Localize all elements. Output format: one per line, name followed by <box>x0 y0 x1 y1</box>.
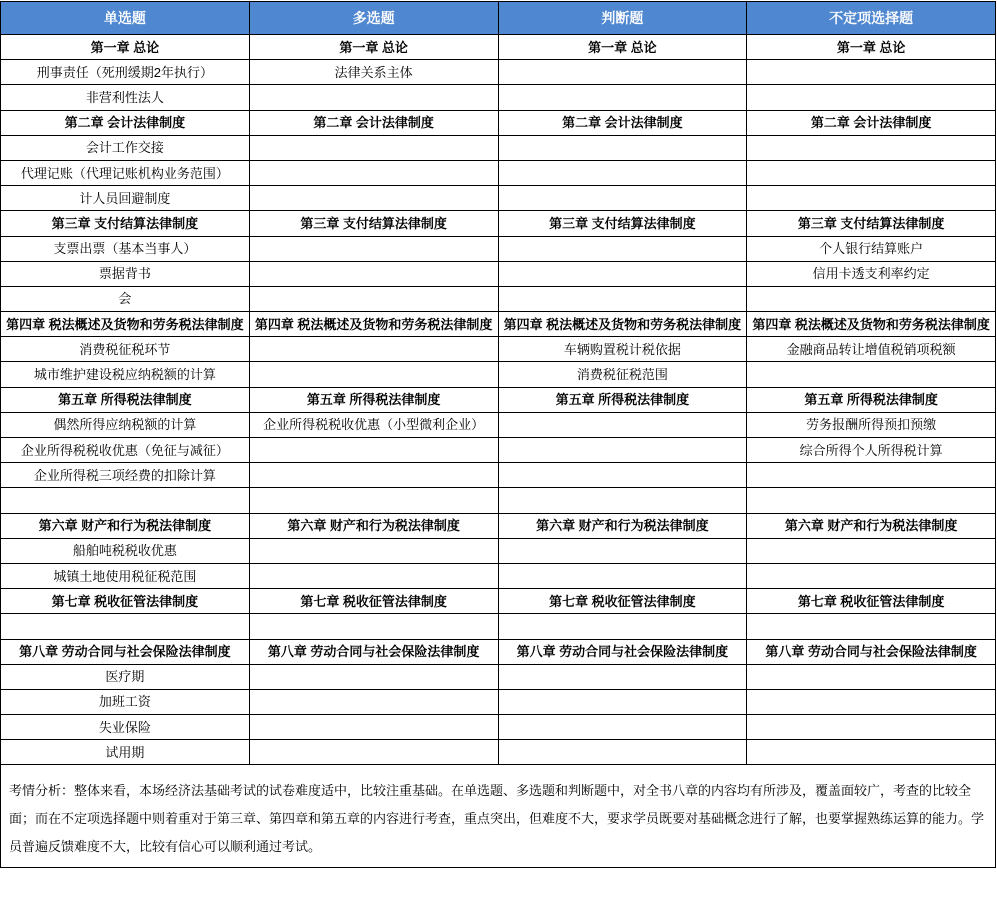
chapter-cell: 第四章 税法概述及货物和劳务税法律制度 <box>249 312 498 337</box>
chapter-row <box>1 639 996 664</box>
topic-cell <box>498 186 747 211</box>
topic-cell: 试用期 <box>1 740 250 765</box>
topic-cell <box>249 715 498 740</box>
topic-row <box>1 438 996 463</box>
topic-cell: 代理记账（代理记账机构业务范围） <box>1 160 250 185</box>
topic-row <box>1 85 996 110</box>
chapter-cell: 第五章 所得税法律制度 <box>498 387 747 412</box>
topic-cell: 刑事责任（死刑缓期2年执行） <box>1 60 250 85</box>
topic-cell <box>747 488 996 513</box>
topic-cell <box>249 261 498 286</box>
topic-cell: 消费税征税范围 <box>498 362 747 387</box>
topic-cell: 会 <box>1 286 250 311</box>
column-header-3: 判断题 <box>498 2 747 35</box>
topic-cell: 船舶吨税税收优惠 <box>1 538 250 563</box>
topic-cell <box>747 160 996 185</box>
chapter-cell: 第三章 支付结算法律制度 <box>498 211 747 236</box>
chapter-cell: 第七章 税收征管法律制度 <box>498 589 747 614</box>
topic-row <box>1 740 996 765</box>
topic-cell: 企业所得税税收优惠（小型微利企业） <box>249 412 498 437</box>
topic-row <box>1 362 996 387</box>
topic-cell: 消费税征税环节 <box>1 337 250 362</box>
topic-cell <box>747 740 996 765</box>
topic-cell: 票据背书 <box>1 261 250 286</box>
topic-cell <box>498 236 747 261</box>
topic-cell <box>249 362 498 387</box>
topic-cell <box>498 463 747 488</box>
topic-cell <box>249 286 498 311</box>
chapter-cell: 第四章 税法概述及货物和劳务税法律制度 <box>498 312 747 337</box>
topic-cell <box>498 488 747 513</box>
topic-cell: 劳务报酬所得预扣预缴 <box>747 412 996 437</box>
topic-cell <box>498 689 747 714</box>
topic-row <box>1 337 996 362</box>
topic-cell <box>498 135 747 160</box>
topic-cell <box>498 85 747 110</box>
chapter-cell: 第三章 支付结算法律制度 <box>747 211 996 236</box>
topic-cell: 法律关系主体 <box>249 60 498 85</box>
analysis-note: 考情分析：整体来看，本场经济法基础考试的试卷难度适中，比较注重基础。在单选题、多选题和判断题中，对全书八章的内容均有所涉及，覆盖面较广，考查的比较全面；而在不定项选择题中则着重对于第三章、第四章和第五章的内容进行考查，重点突出，但难度不大，要求学员既要对基础概念进行了解，也要掌握熟练运算的能力。学员普遍反馈难度不大，比较有信心可以顺利通过考试。 <box>1 765 996 868</box>
topic-row <box>1 186 996 211</box>
topic-row <box>1 135 996 160</box>
topic-cell: 加班工资 <box>1 689 250 714</box>
topic-cell <box>249 186 498 211</box>
chapter-row <box>1 387 996 412</box>
topic-cell: 非营利性法人 <box>1 85 250 110</box>
chapter-row <box>1 513 996 538</box>
topic-cell: 企业所得税三项经费的扣除计算 <box>1 463 250 488</box>
topic-row <box>1 160 996 185</box>
topic-cell <box>498 740 747 765</box>
chapter-cell: 第一章 总论 <box>249 35 498 60</box>
topic-cell <box>498 160 747 185</box>
topic-cell <box>249 85 498 110</box>
topic-cell <box>747 614 996 639</box>
topic-cell <box>249 614 498 639</box>
topic-row <box>1 614 996 639</box>
chapter-cell: 第七章 税收征管法律制度 <box>249 589 498 614</box>
topic-cell <box>1 614 250 639</box>
chapter-cell: 第五章 所得税法律制度 <box>1 387 250 412</box>
table-body <box>1 35 996 765</box>
chapter-cell: 第八章 劳动合同与社会保险法律制度 <box>1 639 250 664</box>
topic-cell: 城市维护建设税应纳税额的计算 <box>1 362 250 387</box>
chapter-row <box>1 110 996 135</box>
topic-cell: 失业保险 <box>1 715 250 740</box>
topic-cell <box>249 463 498 488</box>
topic-row <box>1 412 996 437</box>
table-header-row <box>1 2 996 35</box>
chapter-cell: 第三章 支付结算法律制度 <box>1 211 250 236</box>
topic-cell <box>249 236 498 261</box>
chapter-cell: 第二章 会计法律制度 <box>747 110 996 135</box>
topic-cell <box>747 538 996 563</box>
topic-cell <box>747 463 996 488</box>
topic-row <box>1 286 996 311</box>
topic-cell <box>249 160 498 185</box>
chapter-cell: 第二章 会计法律制度 <box>498 110 747 135</box>
topic-row <box>1 463 996 488</box>
topic-cell: 城镇土地使用税征税范围 <box>1 563 250 588</box>
topic-cell: 金融商品转让增值税销项税额 <box>747 337 996 362</box>
chapter-cell: 第六章 财产和行为税法律制度 <box>249 513 498 538</box>
topic-cell <box>498 412 747 437</box>
topic-cell <box>249 689 498 714</box>
topic-cell <box>747 689 996 714</box>
chapter-cell: 第一章 总论 <box>1 35 250 60</box>
chapter-cell: 第八章 劳动合同与社会保险法律制度 <box>249 639 498 664</box>
topic-cell <box>498 261 747 286</box>
topic-cell <box>498 60 747 85</box>
topic-cell <box>747 563 996 588</box>
topic-cell <box>747 715 996 740</box>
chapter-row <box>1 35 996 60</box>
analysis-row <box>1 765 996 868</box>
chapter-cell: 第六章 财产和行为税法律制度 <box>747 513 996 538</box>
topic-cell <box>249 563 498 588</box>
chapter-cell: 第六章 财产和行为税法律制度 <box>498 513 747 538</box>
topic-cell <box>747 664 996 689</box>
topic-cell <box>1 488 250 513</box>
column-header-4: 不定项选择题 <box>747 2 996 35</box>
chapter-cell: 第一章 总论 <box>747 35 996 60</box>
topic-cell <box>498 286 747 311</box>
topic-cell: 偶然所得应纳税额的计算 <box>1 412 250 437</box>
topic-cell <box>498 614 747 639</box>
topic-cell <box>249 337 498 362</box>
topic-row <box>1 261 996 286</box>
chapter-row <box>1 589 996 614</box>
topic-cell <box>249 488 498 513</box>
chapter-row <box>1 312 996 337</box>
chapter-cell: 第六章 财产和行为税法律制度 <box>1 513 250 538</box>
topic-row <box>1 689 996 714</box>
chapter-cell: 第二章 会计法律制度 <box>249 110 498 135</box>
topic-cell: 计人员回避制度 <box>1 186 250 211</box>
topic-cell: 会计工作交接 <box>1 135 250 160</box>
topic-row <box>1 538 996 563</box>
topic-cell <box>747 60 996 85</box>
topic-cell <box>249 664 498 689</box>
chapter-cell: 第二章 会计法律制度 <box>1 110 250 135</box>
column-header-2: 多选题 <box>249 2 498 35</box>
chapter-row <box>1 211 996 236</box>
topic-cell: 医疗期 <box>1 664 250 689</box>
topic-row <box>1 236 996 261</box>
topic-cell: 企业所得税税收优惠（免征与减征） <box>1 438 250 463</box>
chapter-cell: 第五章 所得税法律制度 <box>747 387 996 412</box>
chapter-cell: 第八章 劳动合同与社会保险法律制度 <box>498 639 747 664</box>
topic-cell: 个人银行结算账户 <box>747 236 996 261</box>
topic-row <box>1 664 996 689</box>
column-header-1: 单选题 <box>1 2 250 35</box>
chapter-cell: 第四章 税法概述及货物和劳务税法律制度 <box>747 312 996 337</box>
topic-cell: 信用卡透支利率约定 <box>747 261 996 286</box>
topic-cell <box>747 85 996 110</box>
topic-cell: 支票出票（基本当事人） <box>1 236 250 261</box>
topic-cell <box>747 135 996 160</box>
chapter-cell: 第五章 所得税法律制度 <box>249 387 498 412</box>
topic-cell <box>249 135 498 160</box>
topic-cell <box>249 740 498 765</box>
topic-cell <box>747 362 996 387</box>
topic-cell <box>249 438 498 463</box>
topic-cell: 综合所得个人所得税计算 <box>747 438 996 463</box>
topic-cell <box>498 715 747 740</box>
chapter-cell: 第七章 税收征管法律制度 <box>747 589 996 614</box>
exam-coverage-table <box>0 1 996 868</box>
topic-row <box>1 715 996 740</box>
topic-cell <box>498 438 747 463</box>
topic-cell <box>498 538 747 563</box>
topic-row <box>1 563 996 588</box>
chapter-cell: 第一章 总论 <box>498 35 747 60</box>
chapter-cell: 第四章 税法概述及货物和劳务税法律制度 <box>1 312 250 337</box>
chapter-cell: 第七章 税收征管法律制度 <box>1 589 250 614</box>
topic-cell: 车辆购置税计税依据 <box>498 337 747 362</box>
topic-cell <box>498 664 747 689</box>
chapter-cell: 第三章 支付结算法律制度 <box>249 211 498 236</box>
topic-row <box>1 60 996 85</box>
chapter-cell: 第八章 劳动合同与社会保险法律制度 <box>747 639 996 664</box>
topic-cell <box>747 286 996 311</box>
topic-cell <box>498 563 747 588</box>
topic-row <box>1 488 996 513</box>
topic-cell <box>747 186 996 211</box>
topic-cell <box>249 538 498 563</box>
